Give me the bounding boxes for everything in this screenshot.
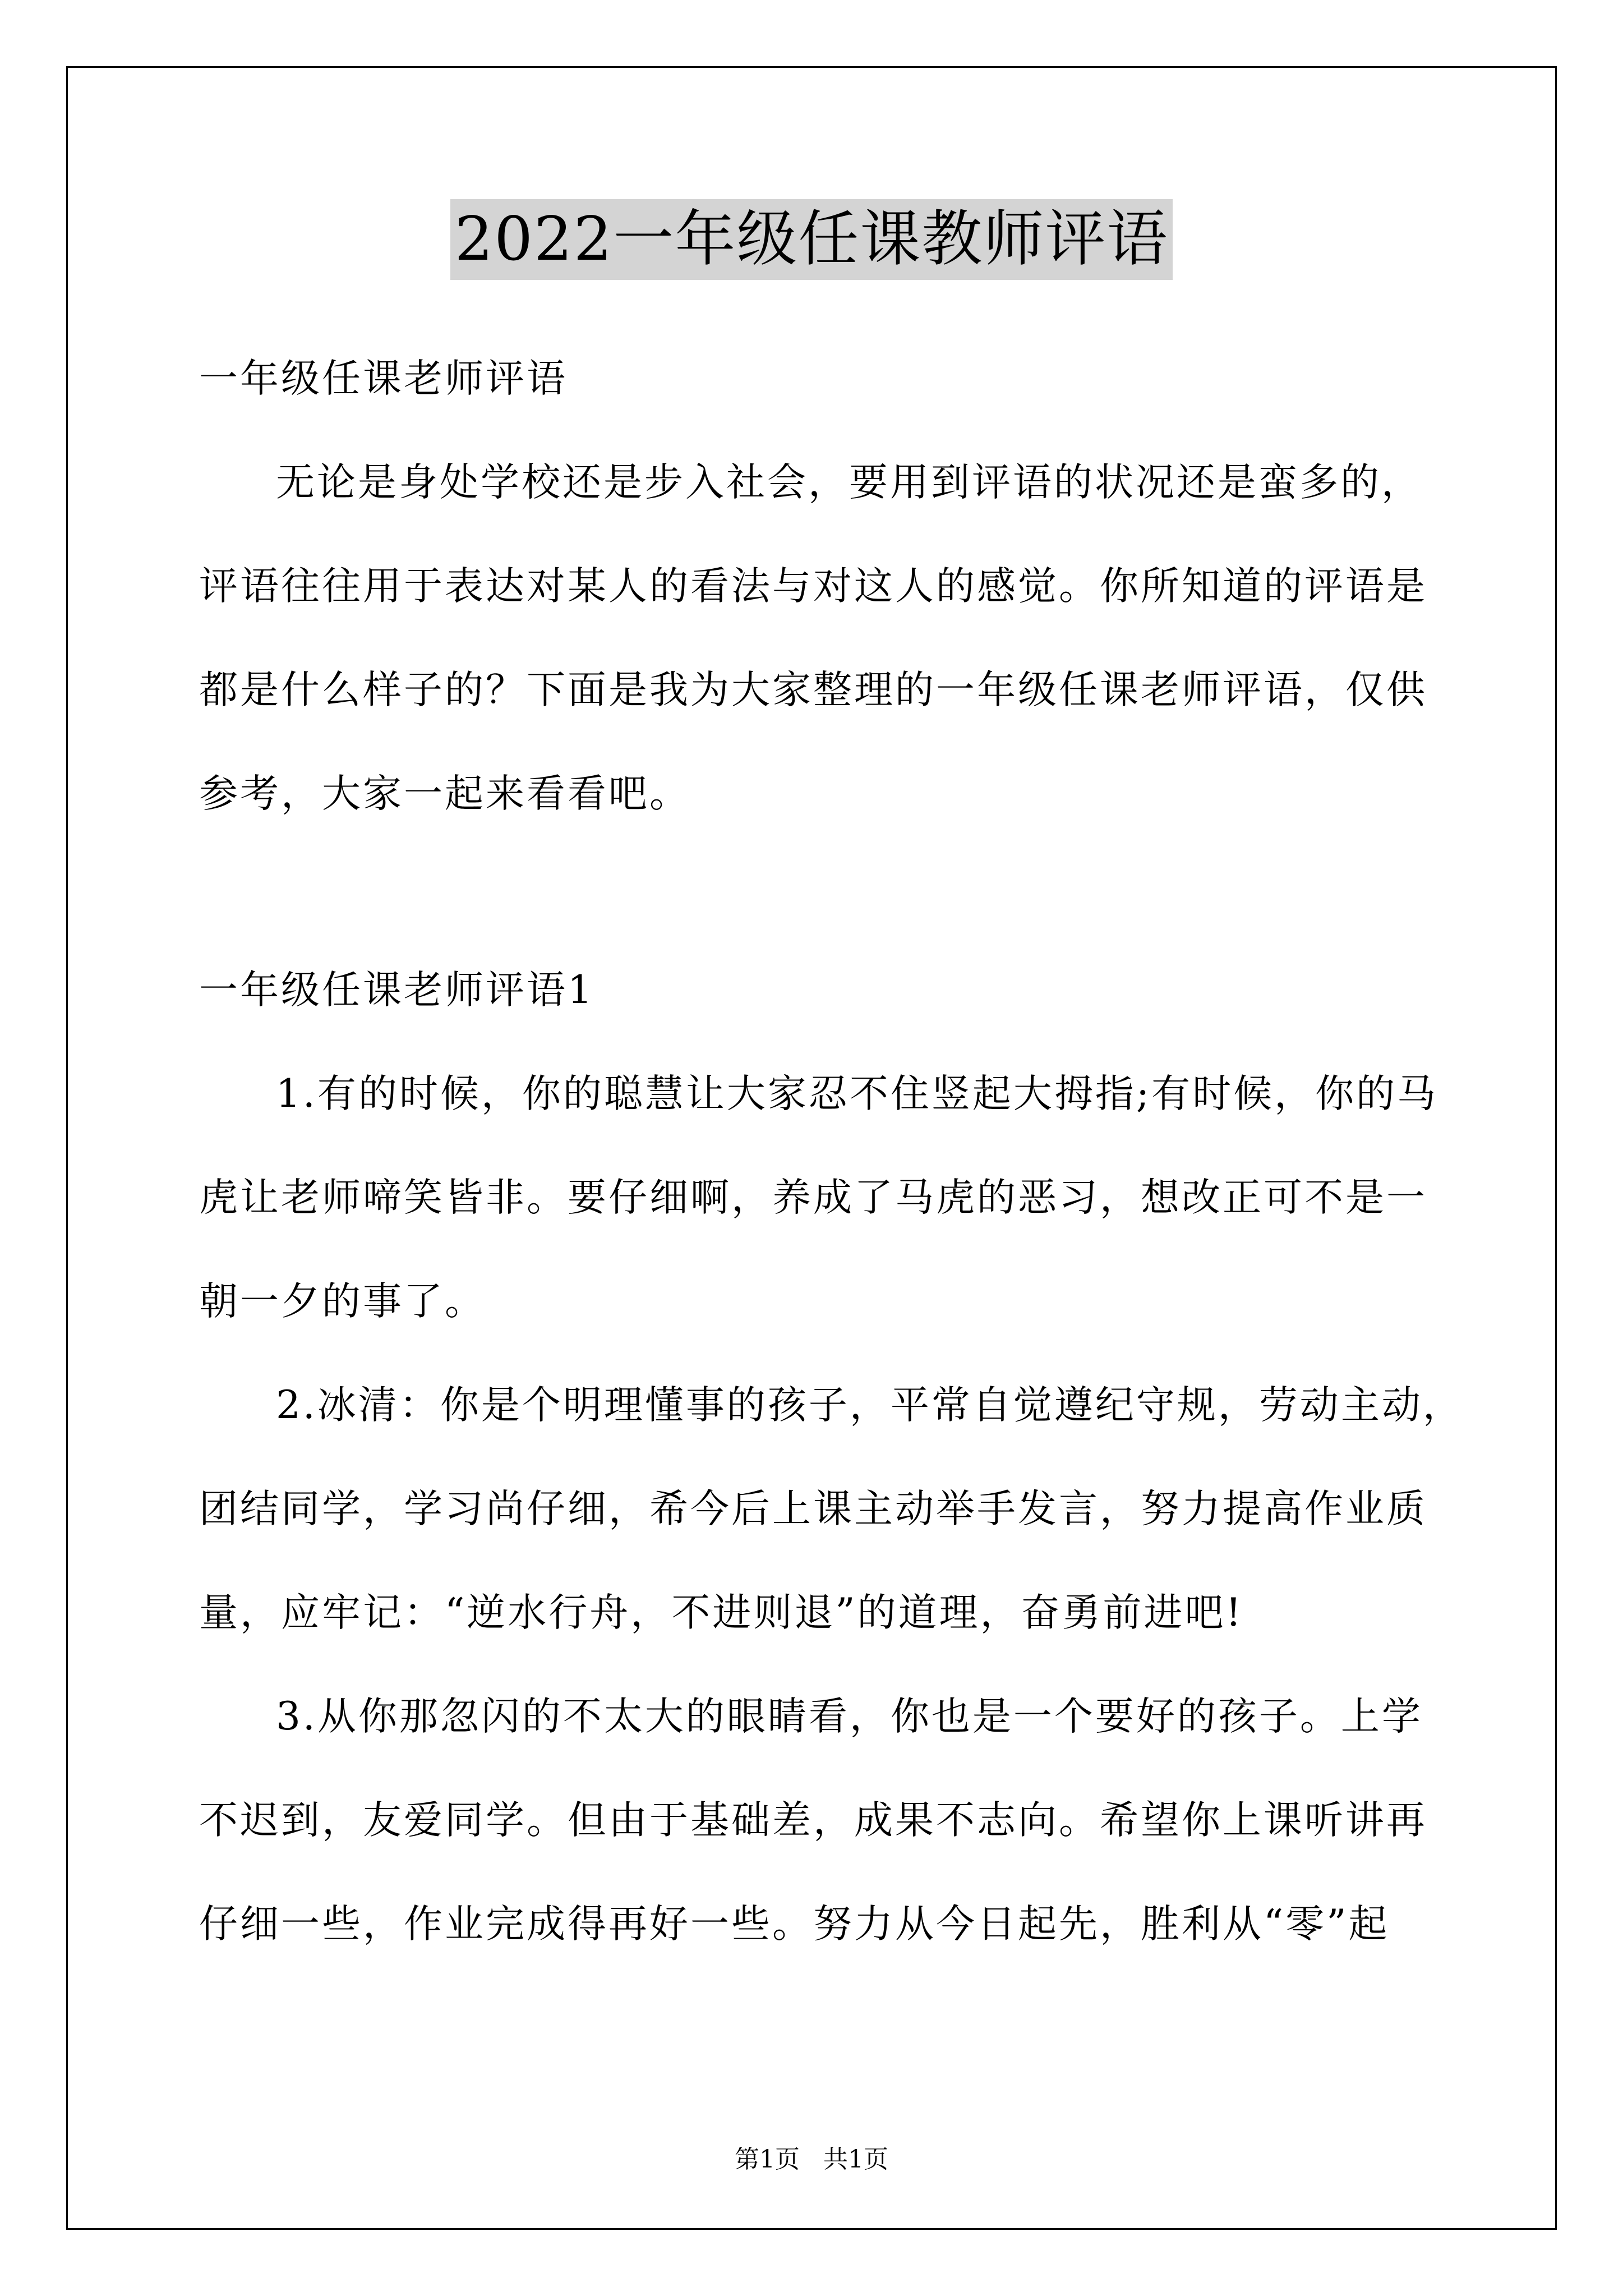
section-heading: 一年级任课老师评语1 [199, 968, 594, 1013]
subtitle: 一年级任课老师评语 [199, 356, 568, 401]
intro-line-1: 无论是身处学校还是步入社会，要用到评语的状况还是蛮多的， [276, 460, 1422, 505]
page-footer [0, 2143, 1623, 2177]
intro-line-3: 都是什么样子的？下面是我为大家整理的一年级任课老师评语，仅供 [199, 668, 1427, 712]
item3-line-1: 3.从你那忽闪的不太大的眼睛看，你也是一个要好的孩子。上学 [276, 1694, 1423, 1739]
intro-line-2: 评语往往用于表达对某人的看法与对这人的感觉。你所知道的评语是 [199, 564, 1427, 609]
item3-line-2: 不迟到，友爱同学。但由于基础差，成果不志向。希望你上课听讲再 [199, 1798, 1427, 1843]
item2-line-3: 量，应牢记：“逆水行舟，不进则退”的道理，奋勇前进吧! [199, 1590, 1244, 1635]
total-pages: 共1页 [823, 2145, 888, 2174]
item1-line-1: 1.有的时候，你的聪慧让大家忍不住竖起大拇指;有时候，你的马 [276, 1071, 1438, 1116]
item2-line-2: 团结同学，学习尚仔细，希今后上课主动举手发言，努力提高作业质 [199, 1487, 1427, 1531]
item2-line-1: 2.冰清：你是个明理懂事的孩子，平常自觉遵纪守规，劳动主动， [276, 1383, 1464, 1428]
intro-line-4: 参考，大家一起来看看吧。 [199, 771, 690, 816]
page-number: 第1页 [735, 2145, 800, 2174]
item1-line-2: 虎让老师啼笑皆非。要仔细啊，养成了马虎的恶习，想改正可不是一 [199, 1175, 1427, 1220]
title-wrap [0, 199, 1623, 280]
document-title: 2022一年级任课教师评语 [450, 199, 1173, 280]
item1-line-3: 朝一夕的事了。 [199, 1279, 486, 1324]
item3-line-3: 仔细一些，作业完成得再好一些。努力从今日起先，胜利从“零”起 [199, 1902, 1390, 1947]
